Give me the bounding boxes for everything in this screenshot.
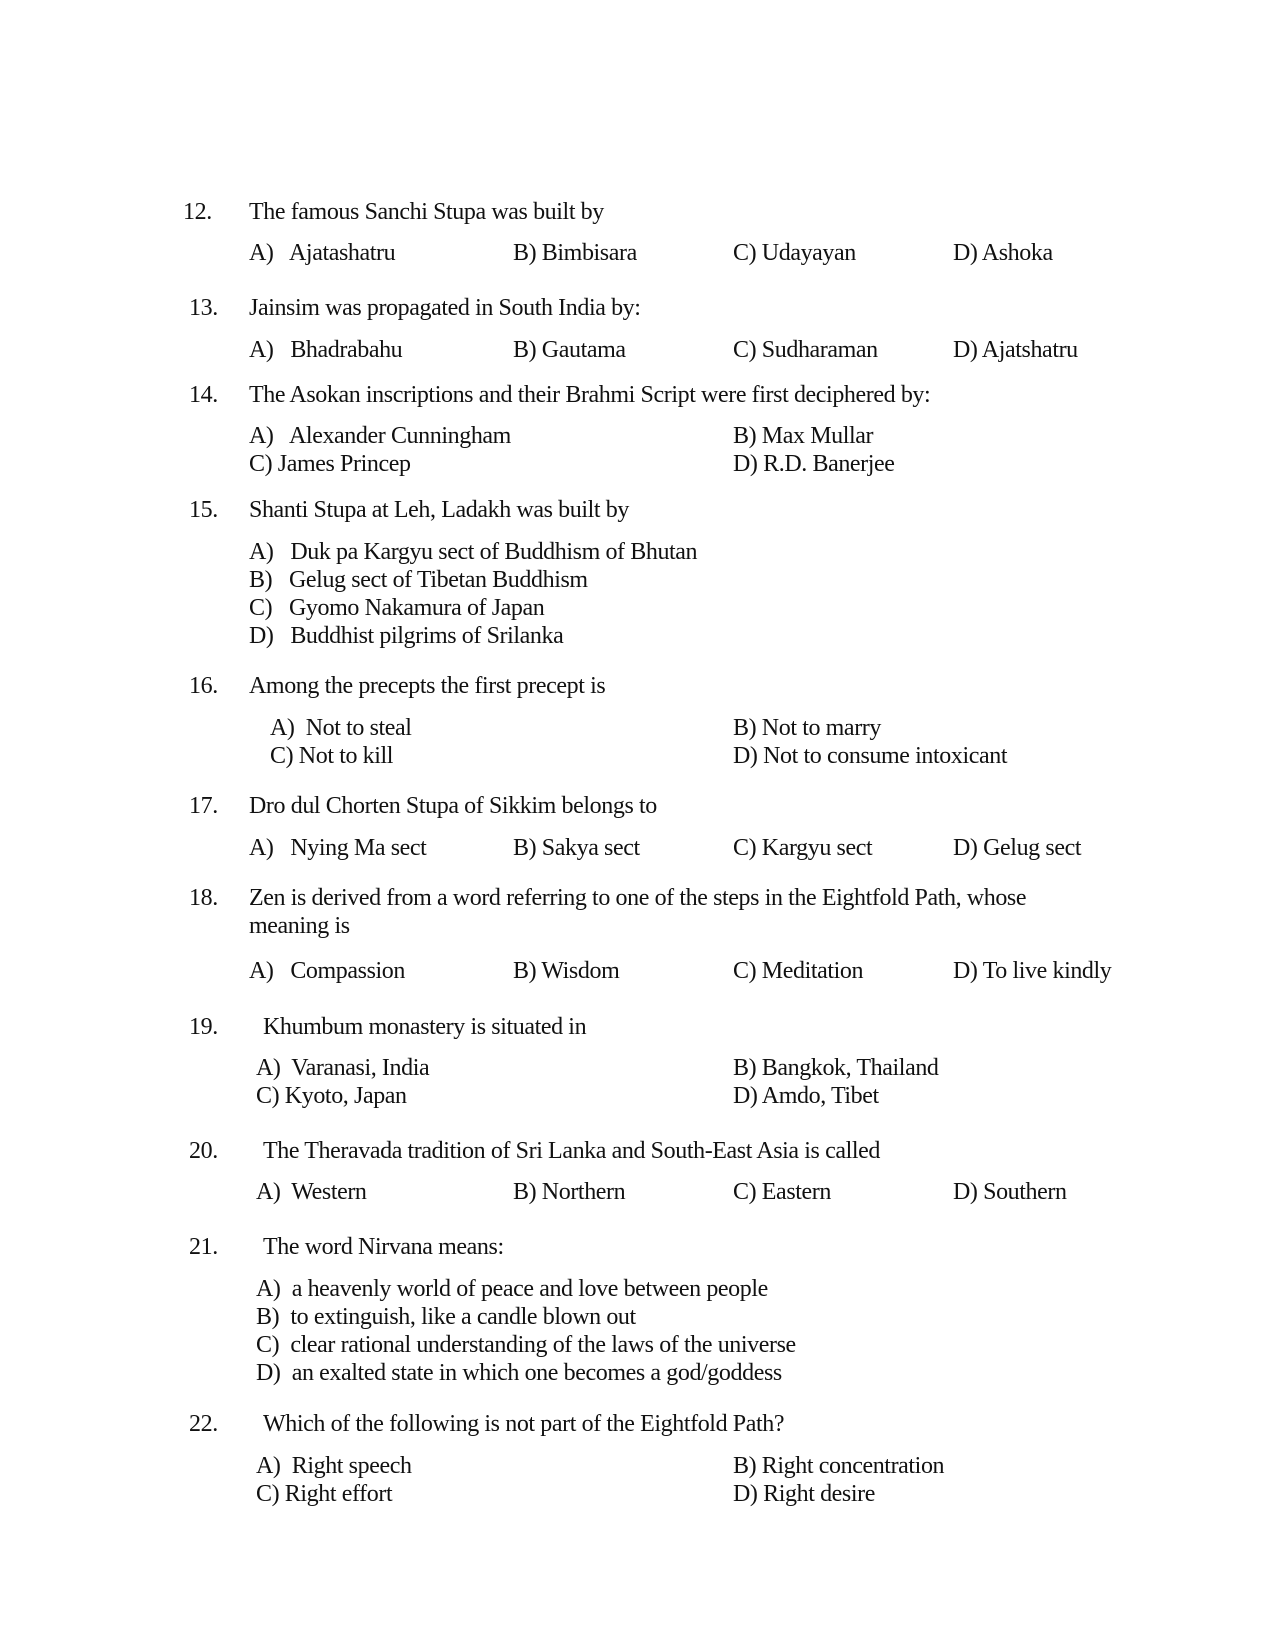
option-b: B) Northern [513,1179,626,1205]
option-a: A) Varanasi, India [256,1055,430,1081]
question-number: 19. [189,1014,218,1040]
option-b: B) Bangkok, Thailand [733,1055,939,1081]
option-b: B) to extinguish, like a candle blown out [256,1304,636,1330]
question-number: 12. [183,199,212,225]
option-a: A) Bhadrabahu [249,337,403,363]
question-number: 14. [189,382,218,408]
option-b: B) Bimbisara [513,240,637,266]
option-a: A) Not to steal [270,715,412,741]
option-c: C) Udayayan [733,240,856,266]
question-number: 15. [189,497,218,523]
option-d: D) Southern [953,1179,1067,1205]
option-b: B) Right concentration [733,1453,945,1479]
option-d: D) Gelug sect [953,835,1082,861]
option-b: B) Not to marry [733,715,881,741]
option-a: A) Alexander Cunningham [249,423,511,449]
option-d: D) R.D. Banerjee [733,451,895,477]
question-text: Which of the following is not part of the Eightfold Path? [263,1411,785,1437]
question-text: Khumbum monastery is situated in [263,1014,587,1040]
question-number: 18. [189,885,218,911]
option-c: C) Kyoto, Japan [256,1083,407,1109]
question-text: Among the precepts the first precept is [249,673,606,699]
option-c: C) Not to kill [270,743,394,769]
option-c: C) Meditation [733,958,864,984]
question-number: 21. [189,1234,218,1260]
question-text: The Theravada tradition of Sri Lanka and South-East Asia is called [263,1138,880,1164]
option-c: C) clear rational understanding of the laws of the universe [256,1332,796,1358]
question-number: 20. [189,1138,218,1164]
option-c: C) Eastern [733,1179,831,1205]
option-c: C) Right effort [256,1481,393,1507]
option-a: A) a heavenly world of peace and love between people [256,1276,768,1302]
option-a: A) Duk pa Kargyu sect of Buddhism of Bhutan [249,539,698,565]
option-b: B) Wisdom [513,958,620,984]
question-text: Shanti Stupa at Leh, Ladakh was built by [249,497,629,523]
question-text-continued: meaning is [249,913,350,939]
option-b: B) Gautama [513,337,626,363]
option-d: D) To live kindly [953,958,1112,984]
question-text: Dro dul Chorten Stupa of Sikkim belongs to [249,793,657,819]
option-b: B) Sakya sect [513,835,640,861]
question-number: 22. [189,1411,218,1437]
option-a: A) Ajatashatru [249,240,396,266]
option-d: D) Buddhist pilgrims of Srilanka [249,623,564,649]
option-d: D) Ashoka [953,240,1053,266]
option-a: A) Nying Ma sect [249,835,427,861]
option-d: D) Amdo, Tibet [733,1083,879,1109]
question-text: The Asokan inscriptions and their Brahmi Script were first deciphered by: [249,382,931,408]
option-a: A) Western [256,1179,367,1205]
option-a: A) Right speech [256,1453,412,1479]
option-c: C) Gyomo Nakamura of Japan [249,595,545,621]
question-number: 13. [189,295,218,321]
option-d: D) Not to consume intoxicant [733,743,1008,769]
option-d: D) Right desire [733,1481,875,1507]
option-a: A) Compassion [249,958,406,984]
option-b: B) Gelug sect of Tibetan Buddhism [249,567,588,593]
option-b: B) Max Mullar [733,423,874,449]
question-text: Jainsim was propagated in South India by: [249,295,641,321]
option-c: C) James Princep [249,451,411,477]
option-c: C) Sudharaman [733,337,878,363]
option-c: C) Kargyu sect [733,835,873,861]
question-number: 16. [189,673,218,699]
question-number: 17. [189,793,218,819]
option-d: D) Ajatshatru [953,337,1078,363]
option-d: D) an exalted state in which one becomes a god/goddess [256,1360,782,1386]
question-text: The famous Sanchi Stupa was built by [249,199,604,225]
question-text: Zen is derived from a word referring to one of the steps in the Eightfold Path, whose [249,885,1027,911]
question-text: The word Nirvana means: [263,1234,504,1260]
